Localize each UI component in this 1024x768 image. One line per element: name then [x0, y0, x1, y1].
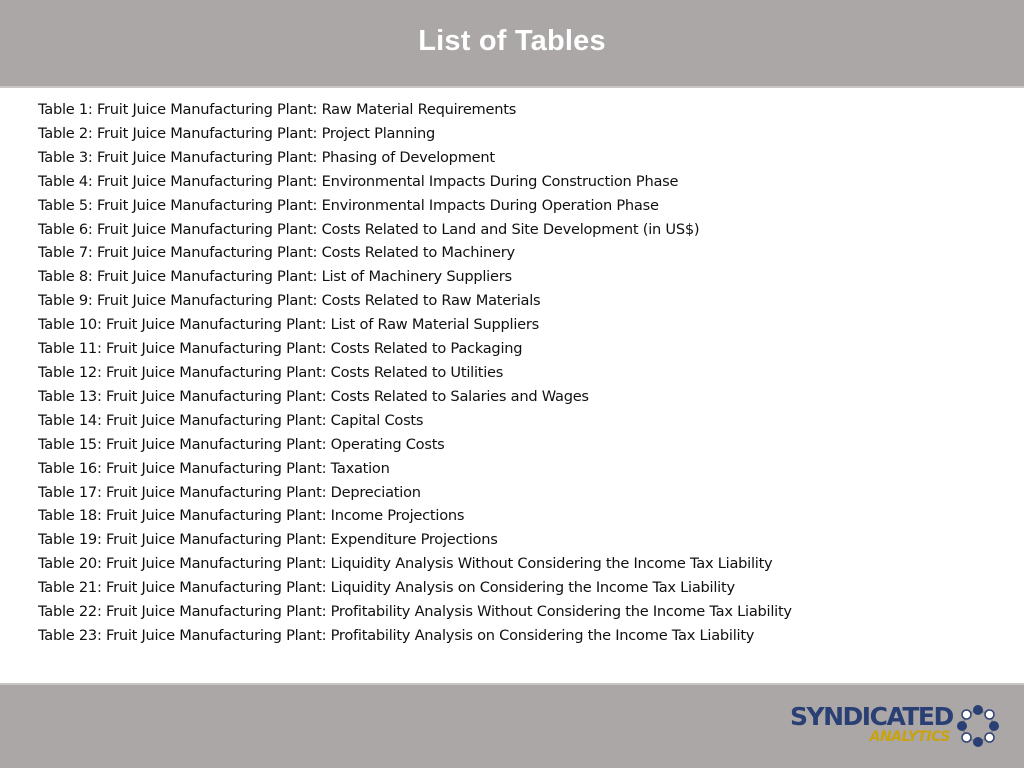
company-logo [790, 701, 1000, 751]
table-list-item: Table 8: Fruit Juice Manufacturing Plant: List of Machinery Suppliers [38, 268, 512, 286]
table-list-item: Table 4: Fruit Juice Manufacturing Plant: Environmental Impacts During Construction Phase [38, 172, 679, 190]
logo-secondary-text: ANALYTICS [869, 729, 950, 745]
header-bar [0, 0, 1024, 86]
circle-of-dots-logo-icon [956, 704, 1000, 748]
header-divider [0, 86, 1024, 88]
table-list-item: Table 13: Fruit Juice Manufacturing Plant: Costs Related to Salaries and Wages [38, 387, 589, 405]
table-list-item: Table 6: Fruit Juice Manufacturing Plant: Costs Related to Land and Site Development (in US$) [38, 220, 700, 238]
table-list-item: Table 17: Fruit Juice Manufacturing Plant: Depreciation [38, 483, 421, 501]
footer-bar [0, 685, 1024, 768]
table-list-item: Table 1: Fruit Juice Manufacturing Plant: Raw Material Requirements [38, 101, 517, 118]
table-list-item: Table 23: Fruit Juice Manufacturing Plant: Profitability Analysis on Considering the Income Tax Liability [38, 626, 755, 644]
table-list-item: Table 7: Fruit Juice Manufacturing Plant: Costs Related to Machinery [38, 244, 515, 262]
table-list-item: Table 22: Fruit Juice Manufacturing Plant: Profitability Analysis Without Considering the Income Tax Liability [38, 603, 792, 621]
table-list-item: Table 3: Fruit Juice Manufacturing Plant: Phasing of Development [38, 148, 495, 166]
table-list-item: Table 14: Fruit Juice Manufacturing Plant: Capital Costs [38, 411, 424, 429]
table-list [38, 98, 792, 648]
logo-wordmark [790, 701, 953, 751]
table-list-item: Table 10: Fruit Juice Manufacturing Plant: List of Raw Material Suppliers [38, 316, 539, 334]
table-list-item: Table 15: Fruit Juice Manufacturing Plant: Operating Costs [38, 435, 445, 453]
logo-text-syndi: SYNDI [790, 702, 870, 731]
table-list-item: Table 2: Fruit Juice Manufacturing Plant: Project Planning [38, 124, 436, 142]
table-list-item: Table 21: Fruit Juice Manufacturing Plant: Liquidity Analysis on Considering the Income Tax Liability [38, 579, 735, 597]
table-list-item: Table 16: Fruit Juice Manufacturing Plant: Taxation [38, 459, 390, 477]
logo-primary-text [790, 703, 953, 731]
table-list-item: Table 20: Fruit Juice Manufacturing Plant: Liquidity Analysis Without Considering the Income Tax Liability [38, 555, 773, 573]
table-list-item: Table 9: Fruit Juice Manufacturing Plant: Costs Related to Raw Materials [38, 292, 541, 310]
table-list-item: Table 19: Fruit Juice Manufacturing Plant: Expenditure Projections [38, 531, 498, 549]
table-list-item: Table 18: Fruit Juice Manufacturing Plant: Income Projections [38, 507, 465, 525]
table-list-item: Table 5: Fruit Juice Manufacturing Plant: Environmental Impacts During Operation Phase [38, 196, 659, 214]
table-list-item: Table 11: Fruit Juice Manufacturing Plant: Costs Related to Packaging [38, 340, 523, 358]
logo-text-cated: CATED [869, 702, 953, 731]
page-title: List of Tables [418, 25, 606, 57]
table-list-item: Table 12: Fruit Juice Manufacturing Plant: Costs Related to Utilities [38, 363, 504, 381]
